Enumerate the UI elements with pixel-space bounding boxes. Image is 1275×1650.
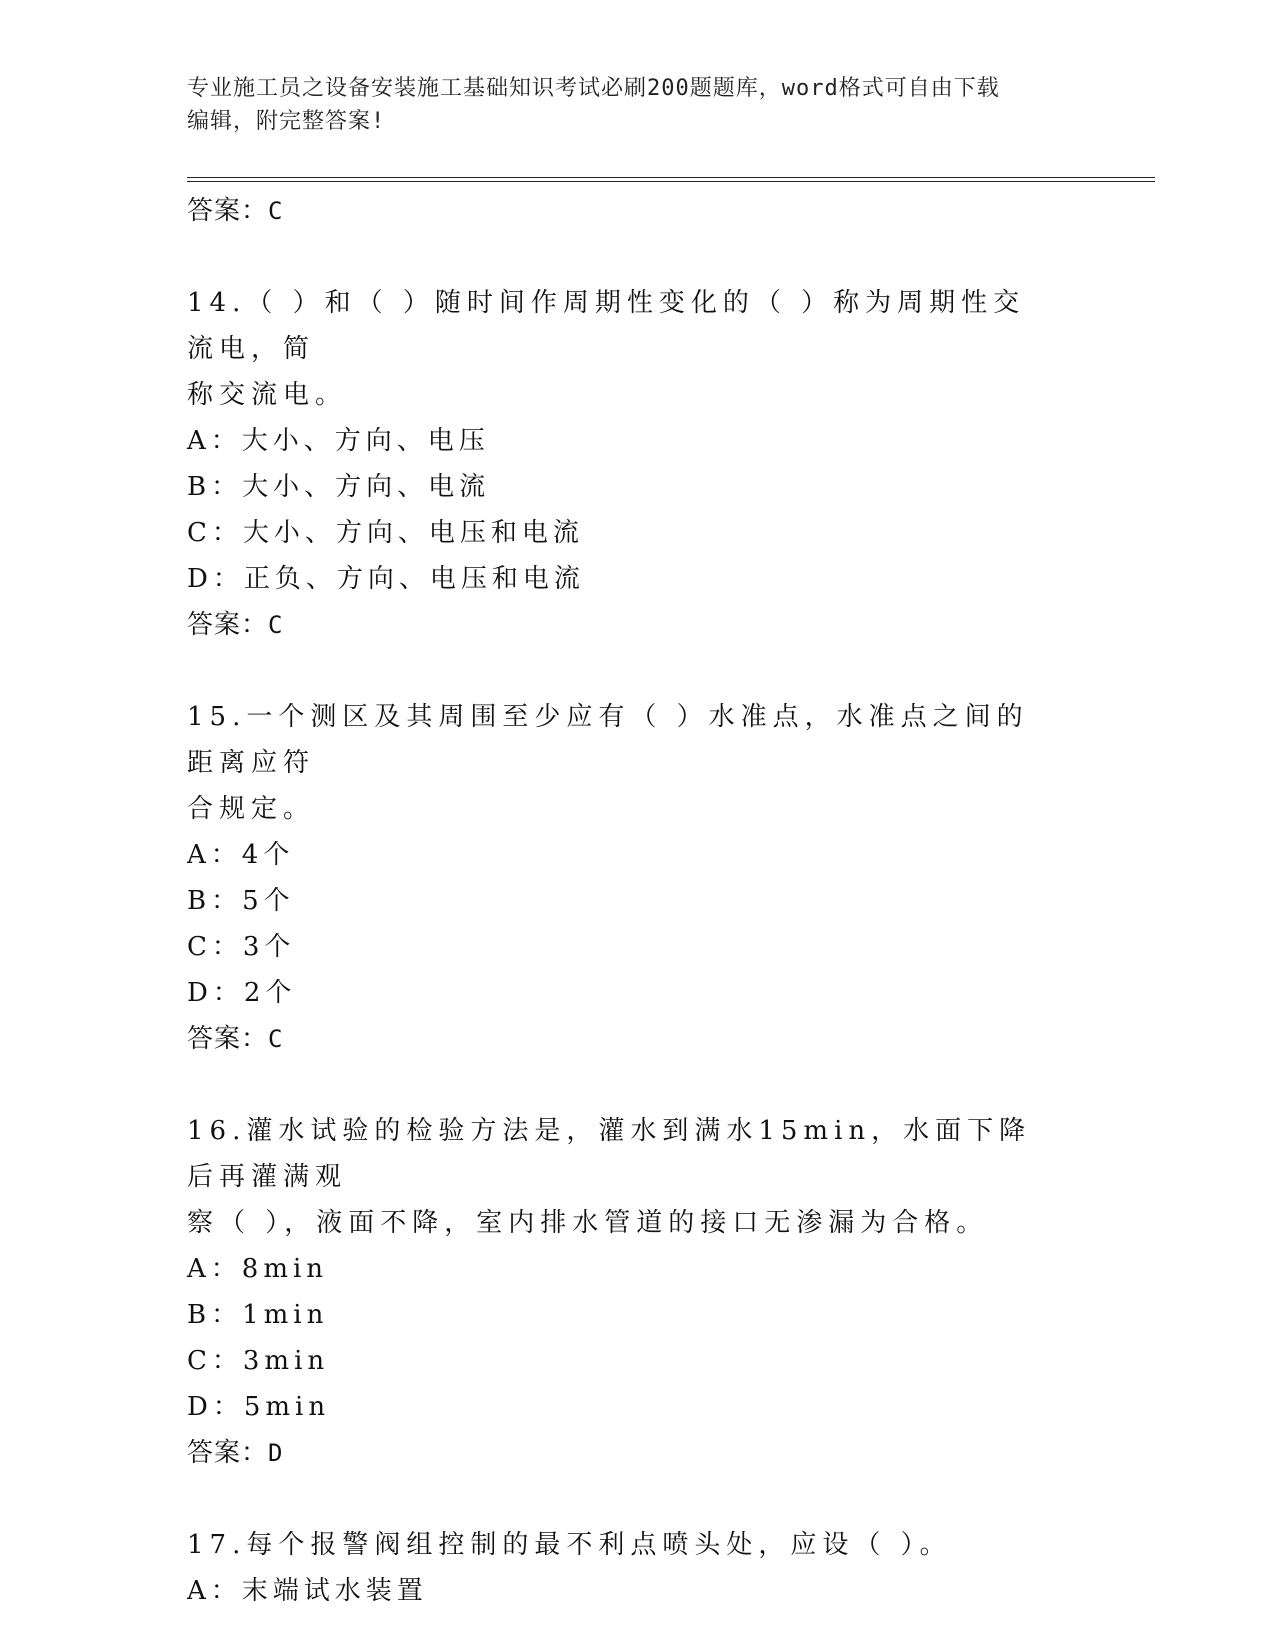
option-d: D：5min	[187, 1392, 331, 1422]
header-title-line1: 专业施工员之设备安装施工基础知识考试必刷200题题库，word格式可自由下载	[187, 76, 1000, 101]
answer-label: 答案：	[187, 610, 269, 640]
question-text-continued: 称交流电。	[187, 380, 348, 410]
option-a: A：大小、方向、电压	[187, 426, 490, 456]
answer-value: C	[268, 1025, 284, 1053]
answer-label: 答案：	[187, 196, 269, 226]
question-16	[187, 1108, 1047, 1476]
header-title-line2: 编辑，附完整答案!	[187, 109, 386, 134]
answer-value: C	[268, 611, 284, 639]
option-c: C：3min	[187, 1346, 330, 1376]
answer-line	[187, 1430, 1047, 1476]
question-text: 17.每个报警阀组控制的最不利点喷头处，应设（ ）。	[187, 1530, 952, 1560]
option-b: B：1min	[187, 1300, 329, 1330]
question-text: 15.一个测区及其周围至少应有（ ）水准点，水准点之间的距离应符	[187, 702, 1029, 778]
option-d: D：正负、方向、电压和电流	[187, 564, 585, 594]
document-header	[187, 72, 1067, 138]
option-c: C：大小、方向、电压和电流	[187, 518, 584, 548]
question-text-continued: 合规定。	[187, 794, 316, 824]
question-text: 14.（ ）和（ ）随时间作周期性变化的（ ）称为周期性交流电，简	[187, 288, 1026, 364]
option-a: A：末端试水装置	[187, 1576, 428, 1606]
answer-line	[187, 188, 1087, 234]
option-b: B：大小、方向、电流	[187, 472, 491, 502]
answer-value: C	[268, 197, 284, 225]
answer-value: D	[268, 1439, 284, 1467]
answer-line	[187, 1016, 1047, 1062]
answer-label: 答案：	[187, 1024, 269, 1054]
option-b: B：5个	[187, 886, 295, 916]
question-15	[187, 694, 1047, 1062]
question-text: 16.灌水试验的检验方法是，灌水到满水15min，水面下降后再灌满观	[187, 1116, 1032, 1192]
question-14	[187, 280, 1047, 648]
option-d: D：2个	[187, 978, 297, 1008]
option-a: A：4个	[187, 840, 295, 870]
question-17	[187, 1522, 1047, 1614]
header-divider	[187, 177, 1155, 182]
option-a: A：8min	[187, 1254, 329, 1284]
question-text-continued: 察（ ），液面不降，室内排水管道的接口无渗漏为合格。	[187, 1208, 989, 1238]
option-c: C：3个	[187, 932, 296, 962]
answer-label: 答案：	[187, 1438, 269, 1468]
answer-line	[187, 602, 1047, 648]
document-body	[187, 188, 1087, 1614]
